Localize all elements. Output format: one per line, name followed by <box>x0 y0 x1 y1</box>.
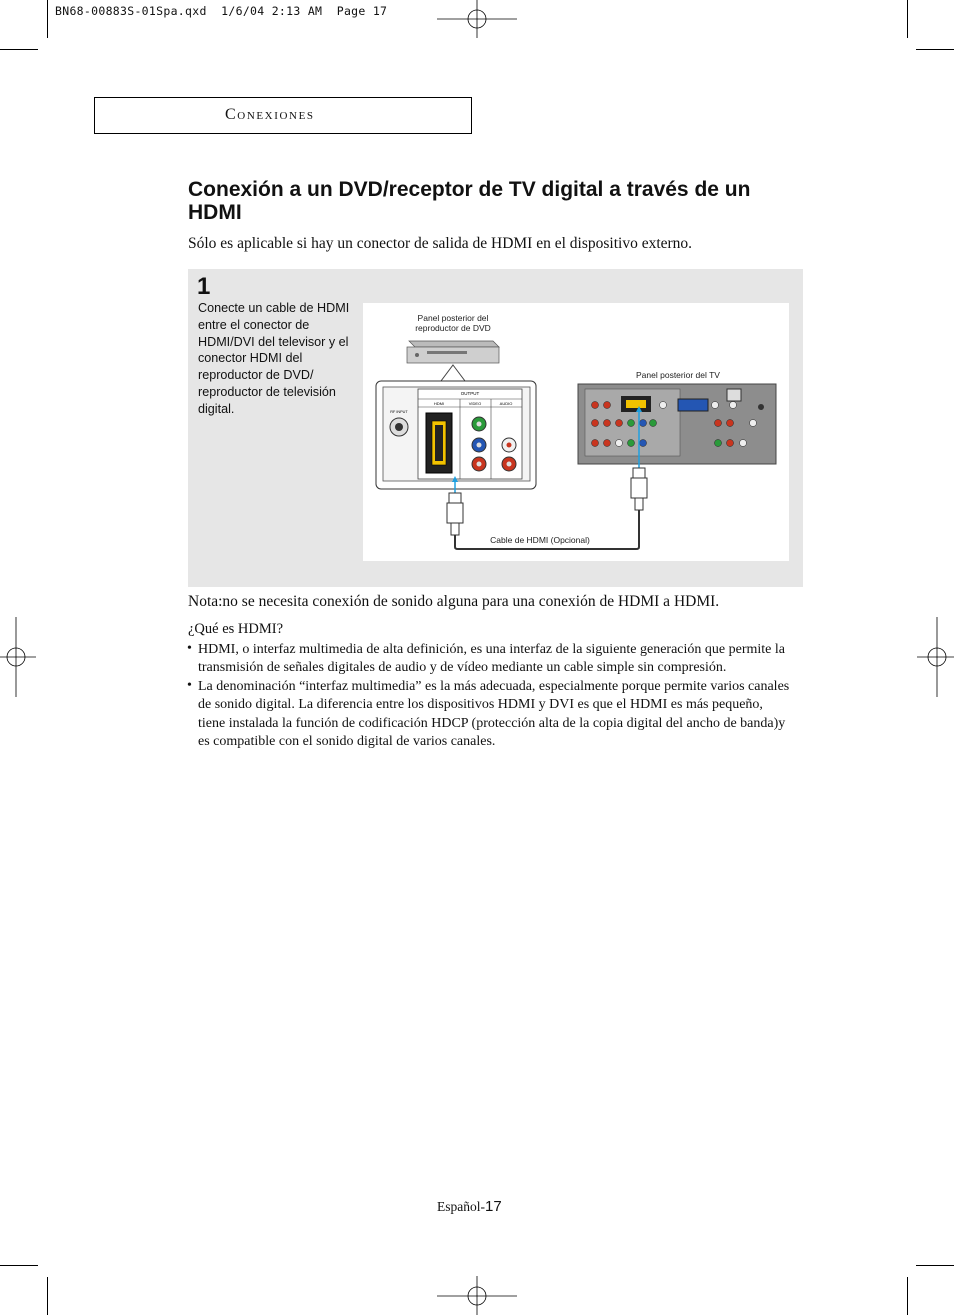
section-title: Conexiones <box>225 106 315 123</box>
page-number: 17 <box>485 1198 502 1215</box>
question-heading: ¿Qué es HDMI? <box>188 621 284 637</box>
print-slug: BN68-00883S-01Spa.qxd 1/6/04 2:13 AM Page 17 <box>55 4 388 18</box>
page-title: Conexión a un DVD/receptor de TV digital a través de un HDMI <box>188 178 751 224</box>
tv-panel-label: Panel posterior del TV <box>636 370 720 380</box>
tv-rear-panel <box>578 384 776 464</box>
intro-text: Sólo es aplicable si hay un conector de salida de HDMI en el dispositivo externo. <box>188 235 693 252</box>
rf-input-label: RF INPUT <box>390 410 408 414</box>
hdmi-label: HDMI <box>433 401 445 406</box>
section-header <box>94 97 472 134</box>
page-footer <box>437 1198 502 1215</box>
bullet-list <box>188 641 793 751</box>
step-text: Conecte un cable de HDMI entre el conector de HDMI/DVI del televisor y el conector HDMI del reproductor de DVD/ reproductor de televisión digital. <box>198 301 350 416</box>
dvd-rear-panel <box>376 381 536 489</box>
arrow-icon <box>441 365 465 381</box>
list-item: • La denominación “interfaz multimedia” es la más adecuada, especialmente porque permite varios canales de sonido digital. La diferencia entre los dispositivos HDMI y DVI es que el HDMI es más pequeño, tiene instalada la función de codificación HDCP (protección alta de la copia digital del ancho de banda)y es compatible con el sonido digital de varios canales. <box>188 678 793 752</box>
footer-language: Español- <box>437 1199 485 1214</box>
step-number: 1 <box>197 273 211 300</box>
dvd-player-icon <box>407 341 499 363</box>
cable-label: Cable de HDMI (Opcional) <box>490 535 590 545</box>
video-label: VIDEO <box>468 401 482 406</box>
audio-label: AUDIO <box>499 401 513 406</box>
connection-diagram <box>363 303 789 561</box>
list-item: • HDMI, o interfaz multimedia de alta definición, es una interfaz de la siguiente generación que permite la transmisión de señales digitales de audio y de vídeo mediante un cable simple sin compresión. <box>188 641 793 678</box>
output-label: OUTPUT <box>460 391 480 396</box>
dvd-panel-label: Panel posterior del reproductor de DVD <box>415 313 491 333</box>
note-text: Nota:no se necesita conexión de sonido alguna para una conexión de HDMI a HDMI. <box>188 593 720 610</box>
